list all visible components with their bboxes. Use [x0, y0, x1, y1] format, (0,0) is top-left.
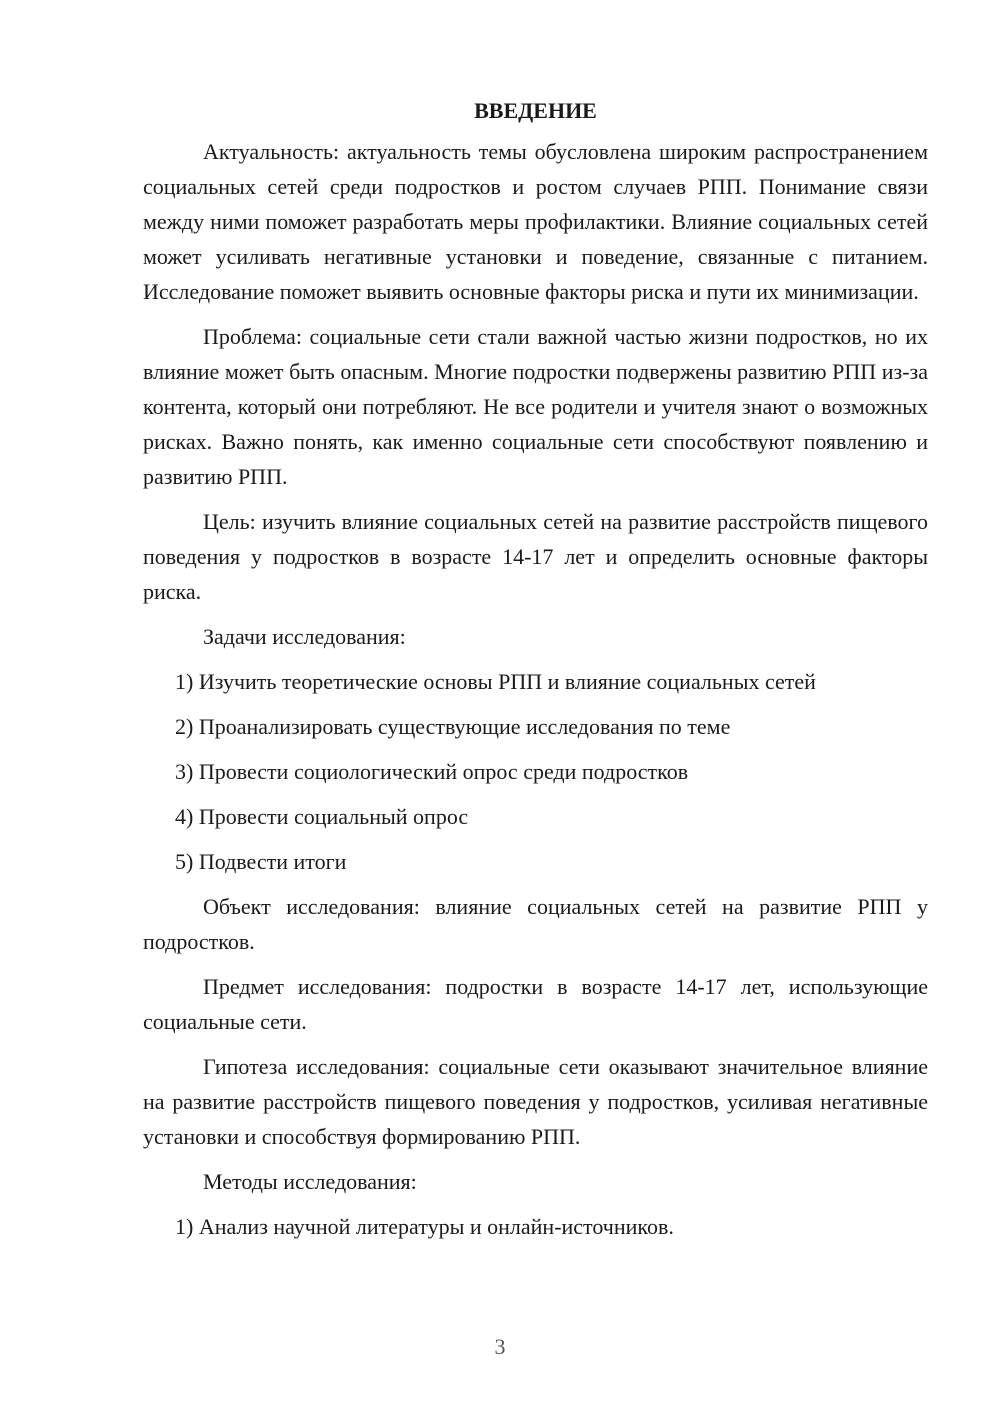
methods-list	[143, 1209, 928, 1244]
methods-title: Методы исследования:	[203, 1169, 417, 1194]
list-item: 5) Подвести итоги	[175, 849, 347, 874]
paragraph-object: Объект исследования: влияние социальных сетей на развитие РПП у подростков.	[143, 894, 928, 954]
list-item: 1) Изучить теоретические основы РПП и влияние социальных сетей	[175, 669, 816, 694]
tasks-list	[143, 664, 928, 879]
paragraph-problem: Проблема: социальные сети стали важной частью жизни подростков, но их влияние может быть опасным. Многие подростки подвержены развитию РПП из-за контента, который они потребляют. Не все родители и учителя знают о возможных рисках. Важно понять, как именно социальные сети способствуют появлению и развитию РПП.	[143, 324, 928, 489]
page-content	[143, 93, 928, 1254]
tasks-title: Задачи исследования:	[203, 624, 406, 649]
list-item: 1) Анализ научной литературы и онлайн-источников.	[175, 1214, 674, 1239]
paragraph-relevance: Актуальность: актуальность темы обусловлена широким распространением социальных сетей среди подростков и ростом случаев РПП. Понимание связи между ними поможет разработать меры профилактики. Влияние социальных сетей может усиливать негативные установки и поведение, связанные с питанием. Исследование поможет выявить основные факторы риска и пути их минимизации.	[143, 139, 928, 304]
page-number: 3	[494, 1334, 506, 1359]
list-item: 4) Провести социальный опрос	[175, 804, 469, 829]
list-item: 2) Проанализировать существующие исследования по теме	[175, 714, 731, 739]
section-heading: ВВЕДЕНИЕ	[474, 98, 597, 123]
list-item: 3) Провести социологический опрос среди подростков	[175, 759, 689, 784]
paragraph-subject: Предмет исследования: подростки в возрасте 14-17 лет, использующие социальные сети.	[143, 974, 928, 1034]
paragraph-hypothesis: Гипотеза исследования: социальные сети оказывают значительное влияние на развитие расстройств пищевого поведения у подростков, усиливая негативные установки и способствуя формированию РПП.	[143, 1054, 928, 1149]
paragraph-goal: Цель: изучить влияние социальных сетей на развитие расстройств пищевого поведения у подростков в возрасте 14-17 лет и определить основные факторы риска.	[143, 509, 928, 604]
